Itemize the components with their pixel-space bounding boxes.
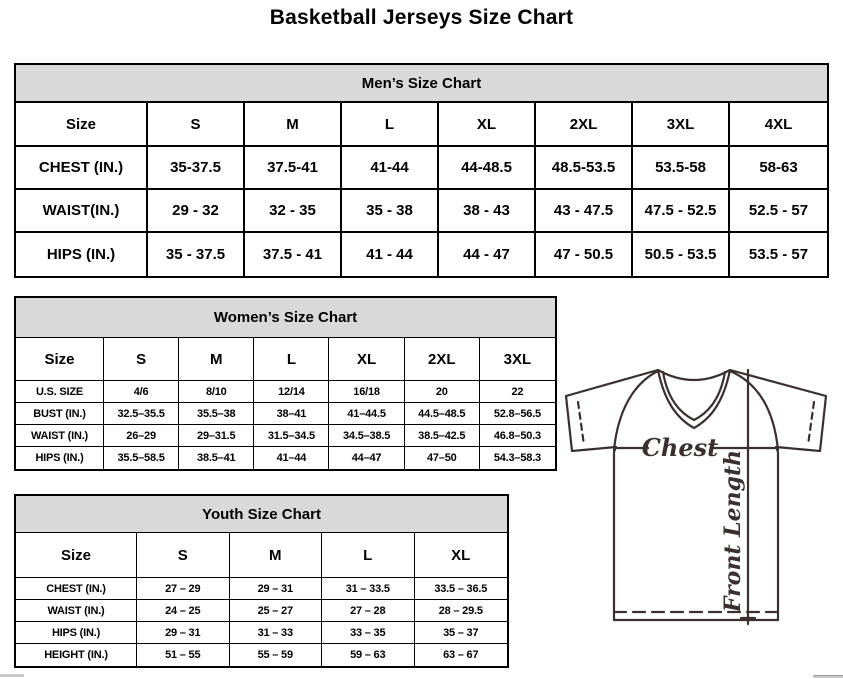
table-cell: 47.5 - 52.5 [633,190,730,233]
table-cell: 29 – 31 [137,622,230,644]
table-cell: 43 - 47.5 [536,190,633,233]
table-cell: 41-44 [342,147,439,190]
table-cell: 59 – 63 [322,644,415,666]
table-cell: 29 – 31 [230,578,323,600]
table-cell: 58-63 [730,147,827,190]
table-cell: 44–47 [329,447,404,469]
mens-table-title: Men’s Size Chart [16,65,827,103]
table-cell: 63 – 67 [415,644,508,666]
table-cell: 52.8–56.5 [480,403,555,425]
column-header: M [230,533,323,578]
jersey-measurement-diagram [556,356,836,628]
table-cell: 31 – 33 [230,622,323,644]
column-header: XL [439,103,536,147]
table-cell: 31 – 33.5 [322,578,415,600]
table-cell: 35.5–38 [179,403,254,425]
table-cell: 24 – 25 [137,600,230,622]
row-label: U.S. SIZE [16,381,104,403]
table-cell: 38–41 [254,403,329,425]
table-cell: 4/6 [104,381,179,403]
scrollbar-fragment-right[interactable] [813,675,843,678]
table-cell: 35 - 37.5 [148,233,245,276]
table-cell: 53.5 - 57 [730,233,827,276]
column-header: Size [16,103,148,147]
table-cell: 41–44 [254,447,329,469]
womens-table-title: Women’s Size Chart [16,298,555,338]
table-cell: 38.5–42.5 [405,425,480,447]
table-cell: 33.5 – 36.5 [415,578,508,600]
row-label: BUST (IN.) [16,403,104,425]
column-header: M [179,338,254,381]
table-cell: 47 - 50.5 [536,233,633,276]
column-header: L [254,338,329,381]
table-cell: 32 - 35 [245,190,342,233]
column-header: S [104,338,179,381]
table-cell: 25 – 27 [230,600,323,622]
womens-table-grid [16,338,555,469]
table-cell: 41 - 44 [342,233,439,276]
column-header: S [148,103,245,147]
row-label: CHEST (IN.) [16,147,148,190]
row-label: WAIST (IN.) [16,425,104,447]
table-cell: 46.8–50.3 [480,425,555,447]
table-cell: 38 - 43 [439,190,536,233]
table-cell: 44.5–48.5 [405,403,480,425]
table-cell: 51 – 55 [137,644,230,666]
column-header: L [322,533,415,578]
column-header: 2XL [405,338,480,381]
table-cell: 35.5–58.5 [104,447,179,469]
table-cell: 50.5 - 53.5 [633,233,730,276]
jersey-outline [566,370,826,620]
youth-table-title: Youth Size Chart [16,496,507,533]
column-header: XL [415,533,508,578]
chest-label: Chest [641,433,719,462]
table-cell: 52.5 - 57 [730,190,827,233]
table-cell: 29–31.5 [179,425,254,447]
table-cell: 22 [480,381,555,403]
row-label: HEIGHT (IN.) [16,644,137,666]
column-header: XL [329,338,404,381]
page-title: Basketball Jerseys Size Chart [269,6,574,29]
scrollbar-fragment-left[interactable] [0,674,24,677]
column-header: S [137,533,230,578]
front-length-label: Front Length [720,449,746,613]
table-cell: 16/18 [329,381,404,403]
jersey-diagram-svg [556,356,836,628]
mens-size-table [14,63,829,278]
collar-back-arc [658,370,730,380]
row-label: HIPS (IN.) [16,447,104,469]
table-cell: 31.5–34.5 [254,425,329,447]
column-header: Size [16,533,137,578]
table-cell: 47–50 [405,447,480,469]
table-cell: 8/10 [179,381,254,403]
column-header: 2XL [536,103,633,147]
table-cell: 29 - 32 [148,190,245,233]
table-cell: 12/14 [254,381,329,403]
table-cell: 48.5-53.5 [536,147,633,190]
table-cell: 20 [405,381,480,403]
table-cell: 26–29 [104,425,179,447]
table-cell: 55 – 59 [230,644,323,666]
table-cell: 35-37.5 [148,147,245,190]
column-header: Size [16,338,104,381]
row-label: HIPS (IN.) [16,622,137,644]
column-header: M [245,103,342,147]
table-cell: 35 - 38 [342,190,439,233]
table-cell: 27 – 29 [137,578,230,600]
row-label: WAIST (IN.) [16,600,137,622]
row-label: CHEST (IN.) [16,578,137,600]
table-cell: 32.5–35.5 [104,403,179,425]
row-label: HIPS (IN.) [16,233,148,276]
column-header: 3XL [633,103,730,147]
youth-table-grid [16,533,507,666]
mens-table-grid [16,103,827,276]
column-header: 3XL [480,338,555,381]
table-cell: 41–44.5 [329,403,404,425]
row-label: WAIST(IN.) [16,190,148,233]
table-cell: 28 – 29.5 [415,600,508,622]
table-cell: 44 - 47 [439,233,536,276]
youth-size-table [14,494,509,668]
table-cell: 35 – 37 [415,622,508,644]
table-cell: 37.5 - 41 [245,233,342,276]
table-cell: 44-48.5 [439,147,536,190]
table-cell: 33 – 35 [322,622,415,644]
table-cell: 38.5–41 [179,447,254,469]
table-cell: 54.3–58.3 [480,447,555,469]
table-cell: 53.5-58 [633,147,730,190]
column-header: L [342,103,439,147]
table-cell: 27 – 28 [322,600,415,622]
table-cell: 34.5–38.5 [329,425,404,447]
column-header: 4XL [730,103,827,147]
table-cell: 37.5-41 [245,147,342,190]
womens-size-table [14,296,557,471]
